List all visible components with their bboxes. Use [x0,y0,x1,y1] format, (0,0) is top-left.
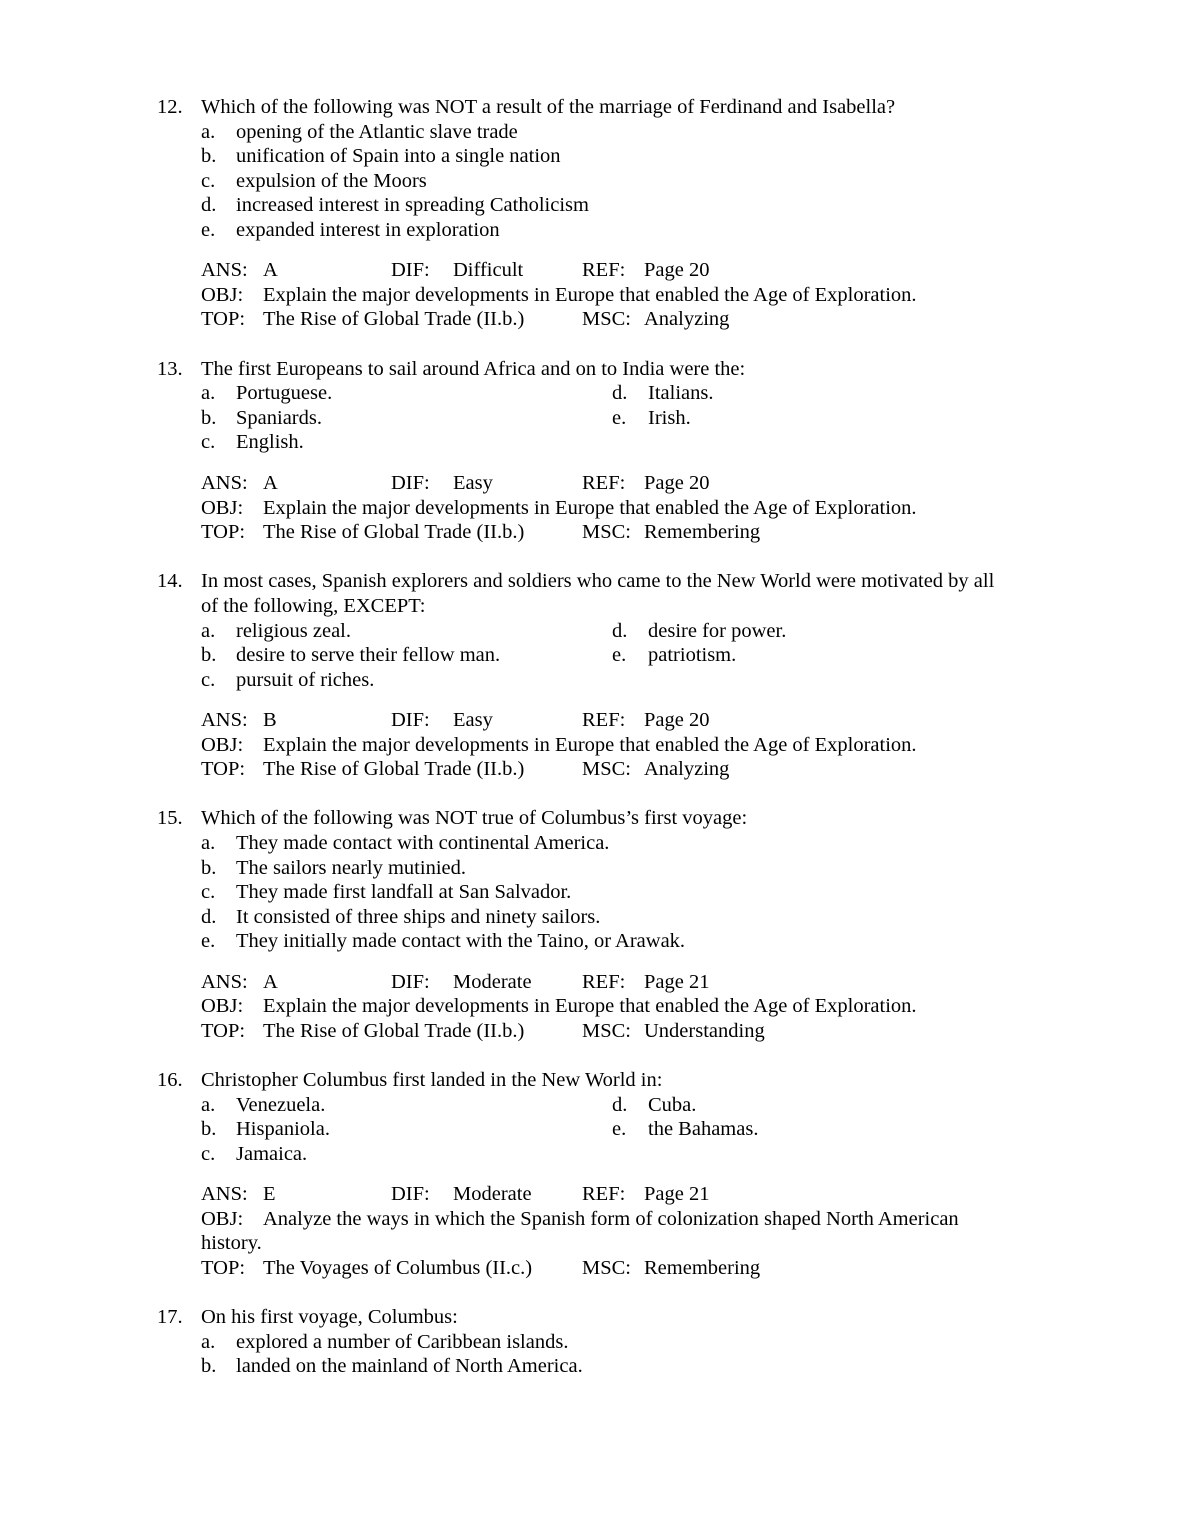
msc-value: Remembering [644,1257,761,1279]
option-letter: e. [201,930,216,952]
dif-label: DIF: [391,709,430,731]
option-text: the Bahamas. [648,1118,759,1140]
ans-value: A [263,971,278,993]
dif-label: DIF: [391,971,430,993]
option-text: Jamaica. [236,1143,308,1165]
dif-label: DIF: [391,472,430,494]
ref-label: REF: [582,472,626,494]
question-stem: In most cases, Spanish explorers and soldiers who came to the New World were motivated by all [201,570,995,592]
option-text: Portuguese. [236,382,333,404]
option-text: It consisted of three ships and ninety sailors. [236,906,601,928]
ans-label: ANS: [201,1183,248,1205]
option-letter: e. [612,1118,627,1140]
option-text: Venezuela. [236,1094,326,1116]
option-text: unification of Spain into a single nation [236,145,561,167]
msc-value: Analyzing [644,758,730,780]
option-text: pursuit of riches. [236,669,375,691]
option-letter: e. [612,407,627,429]
option-letter: d. [201,194,217,216]
msc-value: Analyzing [644,308,730,330]
ref-label: REF: [582,971,626,993]
option-text: Irish. [648,407,691,429]
ref-value: Page 20 [644,259,710,281]
top-label: TOP: [201,1257,246,1279]
option-letter: a. [201,1331,216,1353]
question-stem: The first Europeans to sail around Africa and on to India were the: [201,358,746,380]
ans-label: ANS: [201,971,248,993]
option-text: landed on the mainland of North America. [236,1355,583,1377]
ans-value: B [263,709,277,731]
question-number: 15. [157,807,183,829]
obj-label: OBJ: [201,1208,244,1230]
msc-label: MSC: [582,521,631,543]
option-letter: a. [201,382,216,404]
option-letter: b. [201,407,217,429]
option-letter: d. [612,620,628,642]
ans-label: ANS: [201,709,248,731]
option-text: opening of the Atlantic slave trade [236,121,518,143]
question-stem: On his first voyage, Columbus: [201,1306,458,1328]
obj-value: Explain the major developments in Europe that enabled the Age of Exploration. [263,734,917,756]
option-text: They made first landfall at San Salvador. [236,881,572,903]
option-letter: a. [201,620,216,642]
question-stem-continued: of the following, EXCEPT: [201,595,426,617]
ans-value: A [263,472,278,494]
dif-value: Moderate [453,1183,532,1205]
option-text: patriotism. [648,644,737,666]
dif-value: Easy [453,709,493,731]
top-label: TOP: [201,521,246,543]
dif-value: Moderate [453,971,532,993]
option-letter: b. [201,644,217,666]
top-value: The Rise of Global Trade (II.b.) [263,1020,525,1042]
obj-value-continued: history. [201,1232,262,1254]
question-number: 12. [157,96,183,118]
question-stem: Which of the following was NOT a result of the marriage of Ferdinand and Isabella? [201,96,896,118]
obj-value: Analyze the ways in which the Spanish form of colonization shaped North American [263,1208,959,1230]
ref-label: REF: [582,709,626,731]
ref-value: Page 21 [644,1183,710,1205]
dif-value: Difficult [453,259,524,281]
obj-label: OBJ: [201,497,244,519]
option-text: desire to serve their fellow man. [236,644,501,666]
obj-value: Explain the major developments in Europe that enabled the Age of Exploration. [263,995,917,1017]
question-number: 14. [157,570,183,592]
ref-value: Page 21 [644,971,710,993]
question-number: 16. [157,1069,183,1091]
option-text: The sailors nearly mutinied. [236,857,466,879]
option-text: Cuba. [648,1094,697,1116]
option-text: explored a number of Caribbean islands. [236,1331,569,1353]
top-value: The Rise of Global Trade (II.b.) [263,308,525,330]
option-text: Hispaniola. [236,1118,330,1140]
obj-label: OBJ: [201,284,244,306]
question-number: 17. [157,1306,183,1328]
msc-label: MSC: [582,308,631,330]
option-text: religious zeal. [236,620,351,642]
option-text: English. [236,431,304,453]
ans-label: ANS: [201,472,248,494]
option-letter: a. [201,832,216,854]
option-letter: d. [612,382,628,404]
top-value: The Voyages of Columbus (II.c.) [263,1257,533,1279]
ans-value: E [263,1183,276,1205]
obj-value: Explain the major developments in Europe that enabled the Age of Exploration. [263,284,917,306]
msc-value: Remembering [644,521,761,543]
option-text: expanded interest in exploration [236,219,500,241]
option-letter: d. [612,1094,628,1116]
option-letter: d. [201,906,217,928]
option-letter: b. [201,857,217,879]
obj-value: Explain the major developments in Europe that enabled the Age of Exploration. [263,497,917,519]
option-letter: b. [201,145,217,167]
option-text: Italians. [648,382,714,404]
option-text: expulsion of the Moors [236,170,427,192]
option-letter: e. [612,644,627,666]
option-letter: c. [201,1143,216,1165]
msc-label: MSC: [582,758,631,780]
obj-label: OBJ: [201,995,244,1017]
option-letter: a. [201,121,216,143]
top-label: TOP: [201,758,246,780]
option-text: They initially made contact with the Taino, or Arawak. [236,930,686,952]
msc-value: Understanding [644,1020,765,1042]
ref-label: REF: [582,1183,626,1205]
option-letter: c. [201,881,216,903]
ref-value: Page 20 [644,709,710,731]
option-letter: a. [201,1094,216,1116]
dif-label: DIF: [391,1183,430,1205]
option-letter: b. [201,1355,217,1377]
option-text: desire for power. [648,620,787,642]
dif-label: DIF: [391,259,430,281]
ans-value: A [263,259,278,281]
option-letter: c. [201,170,216,192]
question-number: 13. [157,358,183,380]
ans-label: ANS: [201,259,248,281]
question-stem: Which of the following was NOT true of Columbus’s first voyage: [201,807,748,829]
option-letter: c. [201,431,216,453]
option-text: increased interest in spreading Catholicism [236,194,589,216]
option-text: Spaniards. [236,407,322,429]
top-label: TOP: [201,308,246,330]
question-stem: Christopher Columbus first landed in the New World in: [201,1069,663,1091]
option-letter: b. [201,1118,217,1140]
option-letter: c. [201,669,216,691]
option-letter: e. [201,219,216,241]
top-label: TOP: [201,1020,246,1042]
msc-label: MSC: [582,1257,631,1279]
option-text: They made contact with continental America. [236,832,610,854]
msc-label: MSC: [582,1020,631,1042]
ref-label: REF: [582,259,626,281]
dif-value: Easy [453,472,493,494]
top-value: The Rise of Global Trade (II.b.) [263,521,525,543]
top-value: The Rise of Global Trade (II.b.) [263,758,525,780]
obj-label: OBJ: [201,734,244,756]
ref-value: Page 20 [644,472,710,494]
